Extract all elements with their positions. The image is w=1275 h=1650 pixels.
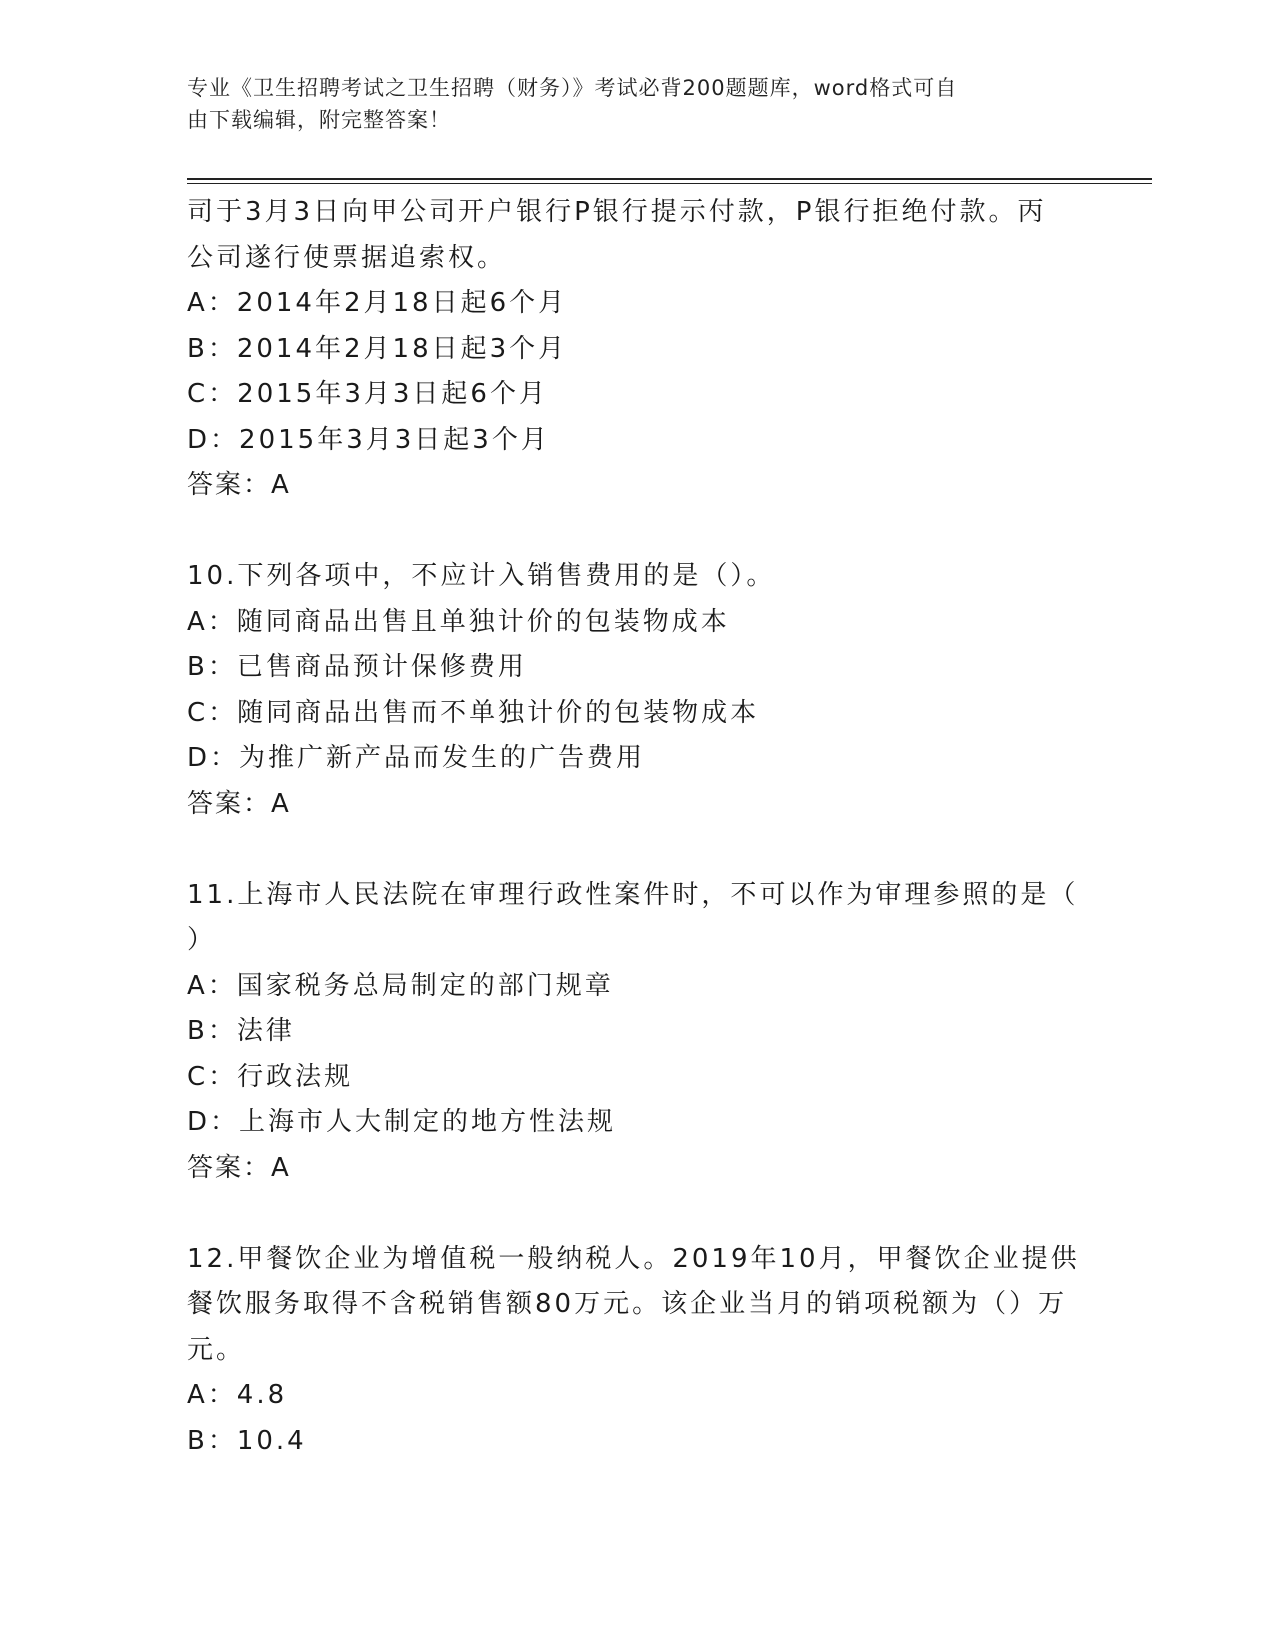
header-line-2: 由下载编辑，附完整答案！	[187, 108, 451, 132]
option-d: D：上海市人大制定的地方性法规	[187, 1107, 617, 1137]
option-b: B：10.4	[187, 1425, 307, 1456]
spacer	[187, 509, 1087, 555]
answer-line: 答案：A	[187, 1152, 291, 1183]
spacer	[187, 827, 1087, 873]
header-line-1: 专业《卫生招聘考试之卫生招聘（财务）》考试必背200题题库，word格式可自	[187, 76, 958, 100]
option-b: B：法律	[187, 1016, 295, 1046]
question-text-line: ）	[187, 925, 217, 955]
question-12	[187, 1237, 1087, 1465]
answer-line: 答案：A	[187, 788, 291, 819]
spacer	[187, 1191, 1087, 1237]
document-header	[187, 72, 1067, 136]
option-d: D：为推广新产品而发生的广告费用	[187, 743, 646, 773]
question-text-line: 餐饮服务取得不含税销售额80万元。该企业当月的销项税额为（）万	[187, 1289, 1068, 1319]
question-text-line: 公司遂行使票据追索权。	[187, 242, 507, 273]
answer-line: 答案：A	[187, 470, 291, 500]
option-a: A：4.8	[187, 1380, 288, 1410]
question-text-line: 10.下列各项中，不应计入销售费用的是（）。	[187, 561, 776, 591]
option-c: C：2015年3月3日起6个月	[187, 379, 548, 409]
header-divider-thin	[187, 183, 1152, 184]
option-a: A：2014年2月18日起6个月	[187, 288, 568, 318]
question-text-line: 12.甲餐饮企业为增值税一般纳税人。2019年10月，甲餐饮企业提供	[187, 1243, 1080, 1274]
question-text-line: 元。	[187, 1334, 246, 1365]
option-b: B：已售商品预计保修费用	[187, 652, 527, 682]
option-c: C：行政法规	[187, 1061, 354, 1092]
option-a: A：国家税务总局制定的部门规章	[187, 970, 614, 1001]
option-d: D：2015年3月3日起3个月	[187, 424, 550, 455]
option-b: B：2014年2月18日起3个月	[187, 333, 568, 364]
option-c: C：随同商品出售而不单独计价的包装物成本	[187, 697, 760, 728]
option-a: A：随同商品出售且单独计价的包装物成本	[187, 606, 730, 637]
question-text-line: 司于3月3日向甲公司开户银行P银行提示付款，P银行拒绝付款。丙	[187, 197, 1047, 227]
question-11	[187, 873, 1087, 1192]
document-body	[187, 190, 1087, 1464]
question-text-line: 11.上海市人民法院在审理行政性案件时，不可以作为审理参照的是（	[187, 879, 1079, 910]
question-continued	[187, 190, 1087, 509]
question-10	[187, 554, 1087, 827]
header-divider-thick	[187, 178, 1152, 180]
